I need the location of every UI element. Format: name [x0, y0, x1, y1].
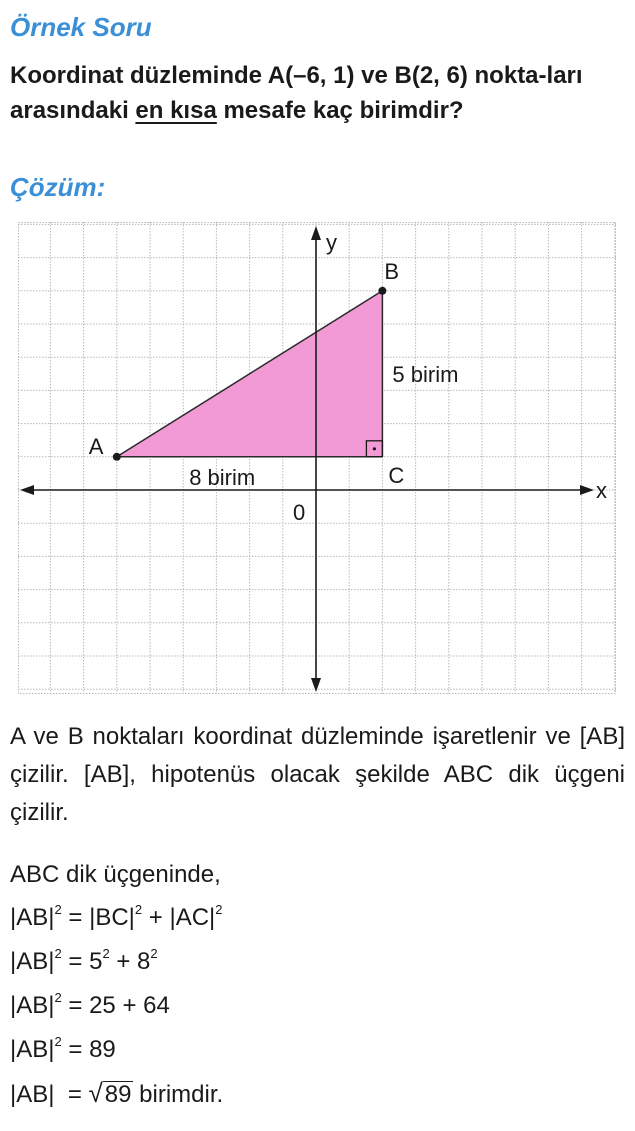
eq2-a-exp: 2: [102, 946, 110, 961]
solution-paragraph-1: A ve B noktaları koordinat düzleminde işaretlenir ve [AB] çizilir. [AB], hipotenüs olacak şekilde ABC dik üçgeni çizilir.: [10, 723, 625, 826]
origin-label: 0: [293, 500, 306, 525]
eq1-rhs-b: |AC|: [169, 904, 216, 931]
point-b-label: B: [384, 258, 400, 284]
eq2-b-exp: 2: [150, 946, 158, 961]
eq1-rhs-a-exp: 2: [134, 902, 143, 917]
sqrt-sign-icon: √: [88, 1078, 103, 1108]
eq1-rhs-b-exp: 2: [215, 902, 223, 917]
point-c-label: C: [388, 462, 405, 488]
y-axis-label: y: [326, 230, 337, 255]
eq2-lhs-exp: 2: [54, 946, 62, 961]
equation-3: $|AB|^2 = 25 + 64$: [10, 990, 170, 1019]
leg-vertical-label: 5 birim: [392, 361, 459, 387]
solution-heading: Çözüm:: [10, 172, 106, 202]
coordinate-figure: [18, 222, 616, 694]
point-a: [113, 453, 121, 461]
eq1-lhs-exp: 2: [54, 902, 62, 917]
eq1-lhs: |AB|: [10, 904, 55, 931]
eq2-lhs: |AB|: [10, 948, 55, 975]
eq5-radicand: 89: [104, 1081, 132, 1108]
question-part1: Koordinat düzleminde A(–6, 1) ve B(2, 6) nokta-ları arasındaki: [10, 62, 583, 124]
x-axis-arrow-left: [20, 485, 34, 495]
eq5-lhs: |AB|: [10, 1081, 55, 1108]
question-underlined: en kısa: [135, 97, 217, 124]
y-axis-arrow-up: [311, 226, 321, 240]
eq2-b: 8: [137, 948, 151, 975]
eq3-lhs-exp: 2: [54, 990, 62, 1005]
eq2-a: 5: [89, 948, 103, 975]
leg-horizontal-label: 8 birim: [189, 465, 256, 490]
equation-1: $|AB|^2 = |BC|^2 + |AC|^2$: [10, 902, 223, 931]
eq4-lhs-exp: 2: [54, 1034, 62, 1049]
grid: [18, 222, 616, 694]
point-b: [378, 287, 386, 295]
y-axis-arrow-down: [311, 678, 321, 692]
eq4-lhs: |AB|: [10, 1036, 55, 1063]
solution-paragraph-2: ABC dik üçgeninde,: [10, 861, 221, 888]
x-axis-label: x: [596, 478, 607, 503]
equation-5: |AB| = √89 birimdir.: [10, 1078, 224, 1108]
x-axis-arrow-right: [580, 485, 594, 495]
eq5-tail: birimdir.: [139, 1081, 224, 1108]
equation-2: $|AB|^2 = 5^2 + 8^2$: [10, 946, 158, 975]
question-part2: mesafe kaç birimdir?: [216, 97, 464, 124]
point-a-label: A: [88, 433, 104, 459]
question-text: [10, 58, 625, 128]
eq3-lhs: |AB|: [10, 992, 55, 1019]
eq4-rhs: 89: [89, 1036, 116, 1063]
right-angle-dot: [373, 447, 376, 450]
eq3-rhs: 25 + 64: [89, 992, 170, 1019]
example-heading: Örnek Soru: [10, 12, 152, 42]
eq1-rhs-a: |BC|: [89, 904, 135, 931]
equation-4: $|AB|^2 = 89$: [10, 1034, 116, 1063]
